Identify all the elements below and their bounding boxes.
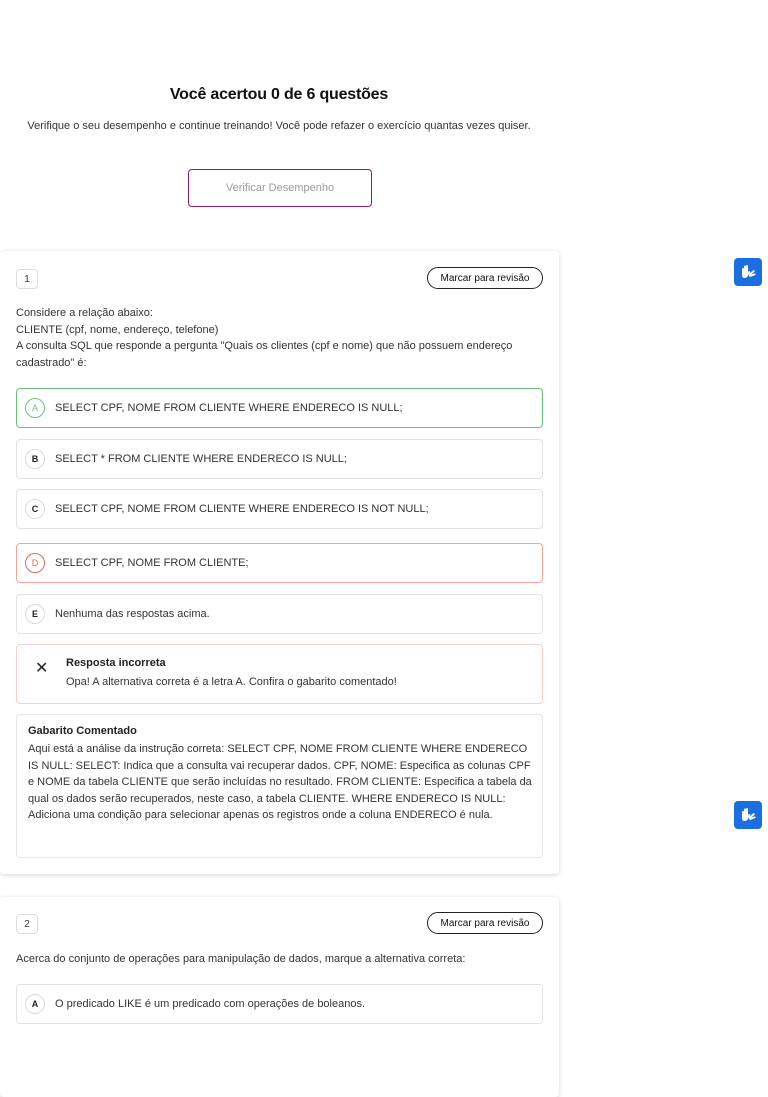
option-text: SELECT CPF, NOME FROM CLIENTE; bbox=[55, 557, 249, 569]
mark-for-review-button[interactable]: Marcar para revisão bbox=[427, 267, 543, 289]
results-title: Você acertou 0 de 6 questões bbox=[169, 86, 389, 103]
question-number: 1 bbox=[16, 269, 38, 289]
option-letter: C bbox=[25, 499, 45, 519]
hands-icon bbox=[739, 263, 757, 281]
mark-for-review-button[interactable]: Marcar para revisão bbox=[427, 912, 543, 934]
statement-line: Considere a relação abaixo: bbox=[16, 307, 153, 319]
option-b[interactable] bbox=[16, 439, 543, 479]
option-d[interactable] bbox=[16, 543, 543, 583]
statement-line: A consulta SQL que responde a pergunta "Quais os clientes (cpf e nome) que não possuem endereço cadastrado" é: bbox=[16, 340, 513, 369]
option-a[interactable] bbox=[16, 984, 543, 1024]
option-text: O predicado LIKE é um predicado com operações de boleanos. bbox=[55, 998, 366, 1010]
option-text: SELECT * FROM CLIENTE WHERE ENDERECO IS NULL; bbox=[55, 453, 347, 465]
vlibras-hands-icon[interactable] bbox=[734, 801, 762, 829]
option-letter: A bbox=[25, 994, 45, 1014]
close-icon: ✕ bbox=[35, 660, 49, 677]
option-letter: E bbox=[25, 604, 45, 624]
commented-answer-text: Aqui está a análise da instrução correta: SELECT CPF, NOME FROM CLIENTE WHERE ENDERECO IS NULL: SELECT: Indica que a consulta vai recuperar dados. CPF, NOME: Especifica as colunas CPF e NOME da tabela CLIENTE que serão incluídas no resultado. FROM CLIENTE: Especifica a tabela da qual os dados serão recuperados, neste caso, a tabela CLIENTE. WHERE ENDERECO IS NULL: Adiciona uma condição para selecionar apenas os registros onde a coluna ENDERECO é nula. bbox=[28, 743, 532, 822]
statement-line: Acerca do conjunto de operações para manipulação de dados, marque a alternativa correta: bbox=[16, 953, 466, 965]
verify-performance-button[interactable]: Verificar Desempenho bbox=[188, 169, 372, 207]
feedback-message: Opa! A alternativa correta é a letra A. Confira o gabarito comentado! bbox=[66, 676, 397, 688]
results-summary bbox=[0, 86, 558, 134]
option-text: SELECT CPF, NOME FROM CLIENTE WHERE ENDERECO IS NOT NULL; bbox=[55, 503, 429, 515]
feedback-title: Resposta incorreta bbox=[66, 657, 166, 669]
question-statement bbox=[16, 305, 544, 371]
question-card-1 bbox=[0, 251, 559, 874]
option-text: SELECT CPF, NOME FROM CLIENTE WHERE ENDERECO IS NULL; bbox=[55, 402, 403, 414]
option-c[interactable] bbox=[16, 489, 543, 529]
option-letter: A bbox=[25, 398, 45, 418]
option-e[interactable] bbox=[16, 594, 543, 634]
option-a[interactable] bbox=[16, 388, 543, 428]
option-letter: B bbox=[25, 449, 45, 469]
hands-icon bbox=[739, 806, 757, 824]
statement-line: CLIENTE (cpf, nome, endereço, telefone) bbox=[16, 323, 219, 336]
commented-answer bbox=[16, 714, 543, 858]
option-text: Nenhuma das respostas acima. bbox=[55, 608, 210, 620]
question-number: 2 bbox=[16, 914, 38, 934]
option-letter: D bbox=[25, 553, 45, 573]
results-subtitle: Verifique o seu desempenho e continue treinando! Você pode refazer o exercício quantas vezes quiser. bbox=[27, 120, 531, 132]
question-statement bbox=[16, 951, 544, 968]
commented-answer-title: Gabarito Comentado bbox=[28, 725, 137, 737]
question-card-2 bbox=[0, 897, 559, 1097]
vlibras-hands-icon[interactable] bbox=[734, 258, 762, 286]
answer-feedback bbox=[16, 644, 543, 704]
